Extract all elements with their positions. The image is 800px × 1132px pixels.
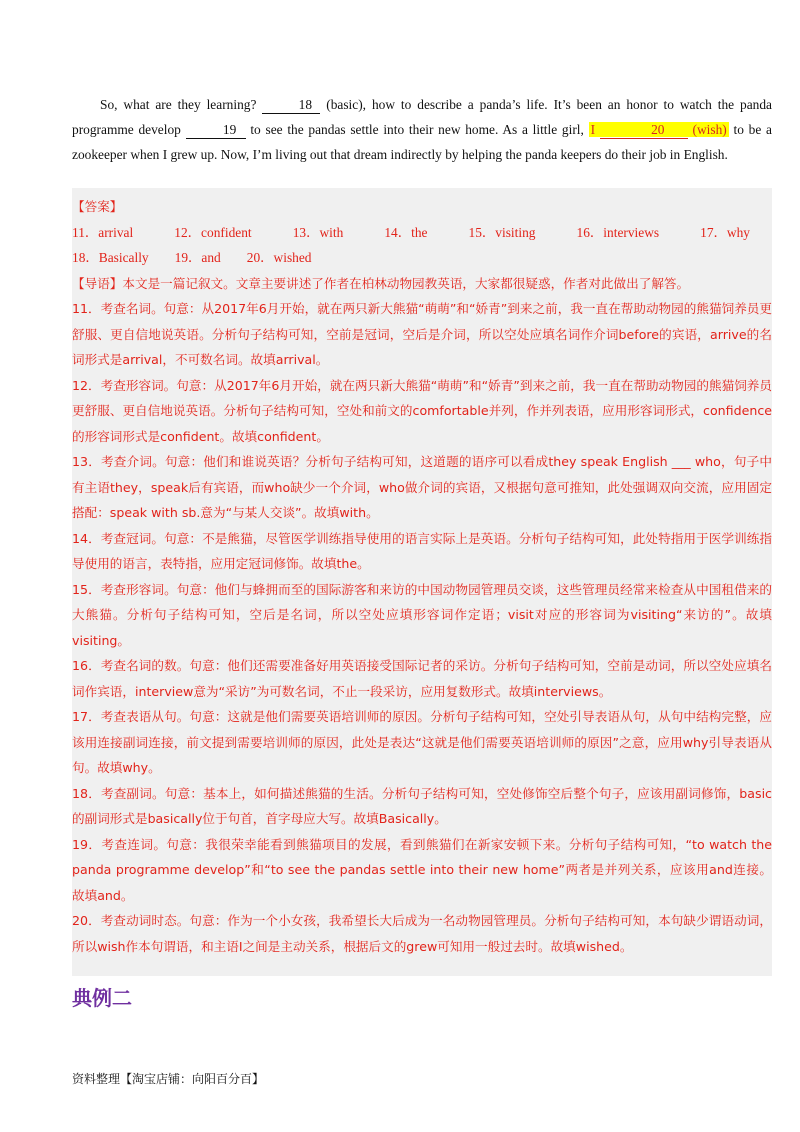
answer-key: 19．and [174,250,221,265]
highlight-subject: I [590,122,600,137]
explanation-14: 14．考查冠词。句意：不是熊猫，尽管医学训练指导使用的语言实际上是英语。分析句子结构可知，此处特指用于医学训练指导使用的语言，表特指，应用定冠词修饰。故填the。 [72,530,772,571]
guide-text: 【导语】本文是一篇记叙文。文章主要讲述了作者在柏林动物园教英语，大家都很疑惑，作者对此做出了解答。 [72,275,690,291]
answer-key: 12．confident [174,224,252,240]
highlight-hint: (wish) [687,122,727,137]
passage-text: to be a zookeeper when I grew up. Now, I’m living out that dream indirectly by helping the panda keepers do their job in English. [72,122,772,162]
blank-20: 20 [600,122,688,139]
answer-header: 【答案】 [72,199,123,214]
passage-text: to see the pandas settle into their new home. As a little girl, [245,122,589,137]
explanation-16: 16．考查名词的数。句意：他们还需要准备好用英语接受国际记者的采访。分析句子结构可知，空前是动词，所以空处应填名词作宾语，interview意为“采访”为可数名词，不止一段采访，应用复数形式。故填interviews。 [72,658,772,699]
answer-key: 13．with [292,224,344,240]
answer-key: 11．arrival [72,224,134,240]
passage-text: (basic), how to describe a panda’s life. It’s been an honor to watch the panda programme develop [72,97,772,137]
passage [72,92,772,167]
passage-paragraph [72,92,772,167]
answer-keys [72,220,772,271]
explanation-19: 19．考查连词。句意：我很荣幸能看到熊猫项目的发展，看到熊猫们在新家安顿下来。分析句子结构可知，“to watch the panda programme develop”和“to see the pandas settle into their new home”两者是并列关系，应该用and连接。故填and。 [72,836,772,903]
answer-key: 15．visiting [468,224,536,240]
answer-key: 20．wished [246,250,312,265]
page-footer: 资料整理【淘宝店铺：向阳百分百】 [72,1072,265,1086]
answer-key: 17．why [700,224,750,240]
explanation-18: 18．考查副词。句意：基本上，如何描述熊猫的生活。分析句子结构可知，空处修饰空后整个句子，应该用副词修饰，basic的副词形式是basically位于句首，首字母应大写。故填Basically。 [72,785,772,826]
explanation-11: 11．考查名词。句意：从2017年6月开始，就在两只新大熊猫“萌萌”和“娇青”到来之前，我一直在帮助动物园的熊猫饲养员更舒服、更自信地说英语。分析句子结构可知，空前是冠词，空后是介词，所以空处应填名词作介词before的宾语，arrive的名词形式是arrival，不可数名词。故填arrival。 [72,301,772,367]
answer-key: 16．interviews [576,224,660,240]
answer-key: 18．Basically [72,250,149,265]
section-title: 典例二 [72,986,132,1010]
highlighted-blank-20 [589,122,729,137]
blank-19: 19 [186,122,246,139]
answer-box [72,188,772,976]
explanation-13: 13．考查介词。句意：他们和谁说英语？分析句子结构可知，这道题的语序可以看成they speak English ___ who，句子中有主语they，speak后有宾语，而who缺少一个介词，who做介词的宾语，又根据句意可推知，此处强调双向交流，应用固定搭配：speak with sb.意为“与某人交谈”。故填with。 [72,454,772,520]
explanation-17: 17．考查表语从句。句意：这就是他们需要英语培训师的原因。分析句子结构可知，空处引导表语从句，从句中结构完整，应该用连接副词连接，前文提到需要培训师的原因，此处是表达“这就是他们需要英语培训师的原因”之意，应用why引导表语从句。故填why。 [72,709,772,775]
passage-text: So, what are they learning? [100,97,263,112]
explanation-12: 12．考查形容词。句意：从2017年6月开始，就在两只新大熊猫“萌萌”和“娇青”到来之前，我一直在帮助动物园的熊猫饲养员更舒服、更自信地说英语。分析句子结构可知，空处和前文的comfortable并列，作并列表语，应用形容词形式，confidence的形容词形式是confident。故填confident。 [72,377,772,444]
explanation-15: 15．考查形容词。句意：他们与蜂拥而至的国际游客和来访的中国动物园管理员交谈，这些管理员经常来检查从中国租借来的大熊猫。分析句子结构可知，空后是名词，所以空处应填形容词作定语；visit对应的形容词为visiting“来访的”。故填visiting。 [72,581,772,648]
answer-key: 14．the [384,224,428,240]
blank-18: 18 [262,97,320,114]
explanation-20: 20．考查动词时态。句意：作为一个小女孩，我希望长大后成为一名动物园管理员。分析句子结构可知，本句缺少谓语动词，所以wish作本句谓语，和主语I之间是主动关系，根据后文的grew可知用一般过去时。故填wished。 [72,913,772,954]
